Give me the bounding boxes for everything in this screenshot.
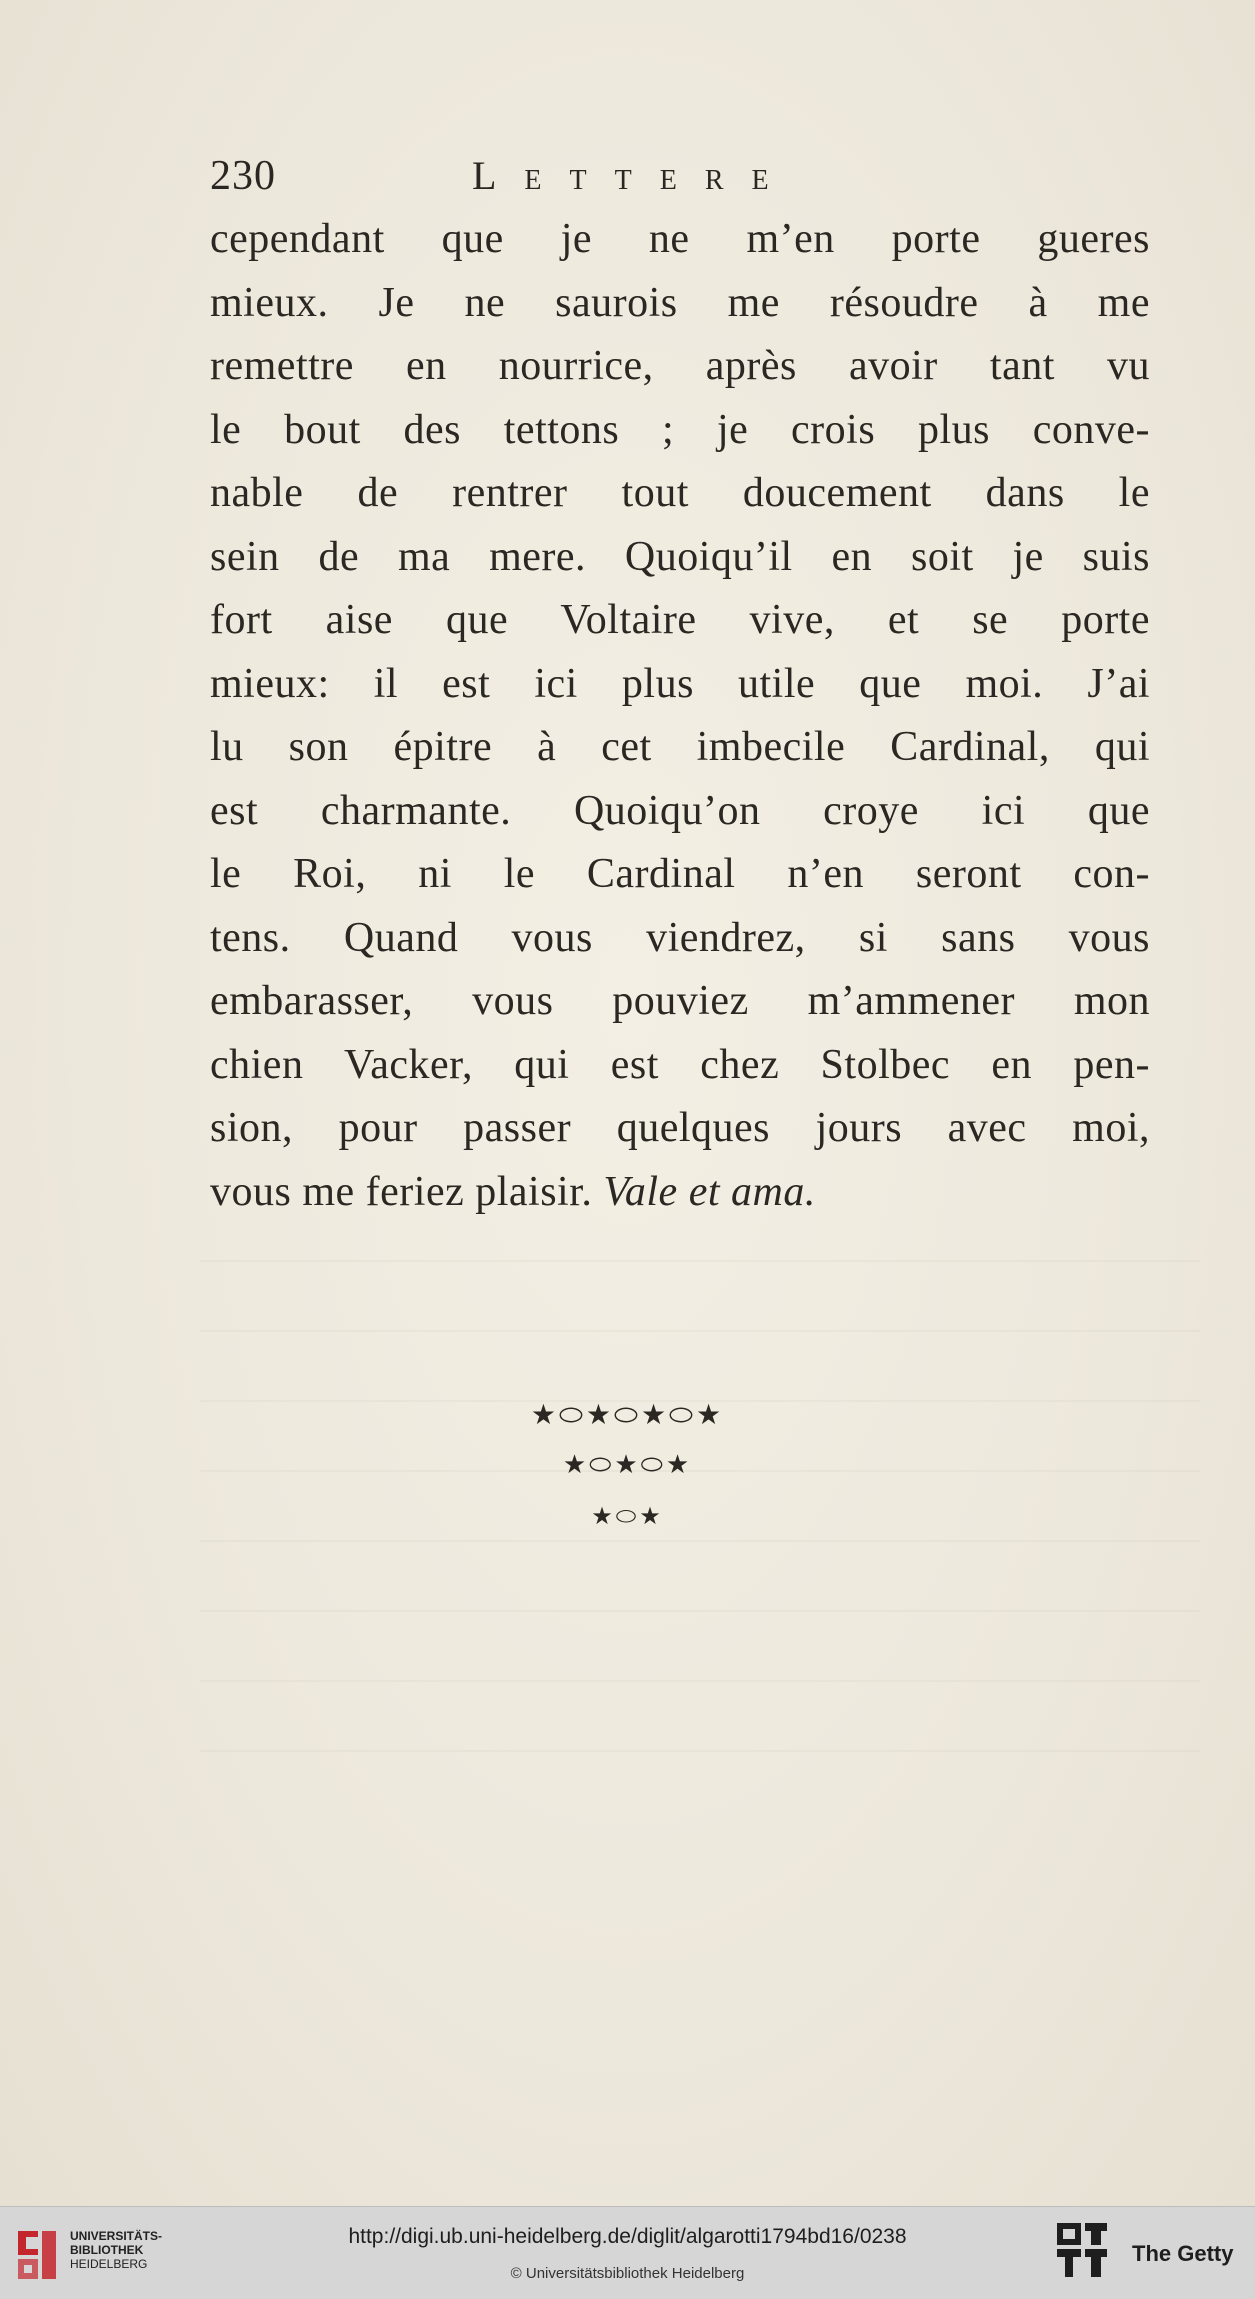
text-line: chien Vacker, qui est chez Stolbec en pen- (210, 1041, 1150, 1088)
library-name-line: BIBLIOTHEK (70, 2243, 144, 2257)
ornament-row-2: ★⬭★⬭★ (562, 1450, 693, 1480)
text-line: remettre en nourrice, après avoir tant vu (210, 343, 1150, 389)
ornament-row-3: ★⬭★ (591, 1502, 664, 1530)
page-title: Lettere (472, 153, 797, 198)
bleed-through-line (200, 1540, 1200, 1542)
viewer-footer (0, 2206, 1255, 2299)
page-number: 230 (210, 153, 276, 199)
getty-logo-icon[interactable] (1055, 2221, 1111, 2285)
text-line: sion, pour passer quelques jours avec moi, (210, 1105, 1150, 1151)
closing-salutation: Vale et ama. (603, 1168, 816, 1215)
text-line: tens. Quand vous viendrez, si sans vous (210, 914, 1150, 961)
bleed-through-line (200, 1680, 1200, 1682)
text-line: le bout des tettons ; je crois plus conve- (210, 406, 1150, 453)
bleed-through-line (200, 1330, 1200, 1332)
library-name-line: UNIVERSITÄTS- (70, 2229, 163, 2243)
library-name-line: HEIDELBERG (70, 2257, 148, 2271)
text-line: sein de ma mere. Quoiqu’il en soit je suis (210, 533, 1150, 580)
text-line-closing (210, 1161, 1150, 1225)
closing-text: vous me feriez plaisir. (210, 1168, 593, 1215)
text-line: est charmante. Quoiqu’on croye ici que (210, 787, 1150, 834)
bleed-through-line (200, 1610, 1200, 1612)
text-line: cependant que je ne m’en porte gueres (210, 216, 1150, 262)
text-line: mieux: il est ici plus utile que moi. J’ai (210, 660, 1150, 707)
copyright-notice: © Universitätsbibliothek Heidelberg (510, 2265, 745, 2282)
running-head (210, 152, 910, 202)
text-line: mieux. Je ne saurois me résoudre à me (210, 279, 1150, 326)
text-line: fort aise que Voltaire vive, et se porte (210, 597, 1150, 643)
bleed-through-line (200, 1750, 1200, 1752)
letter-text (210, 208, 1150, 1224)
bleed-through-line (200, 1260, 1200, 1262)
ornament-row-1: ★⬭★⬭★⬭★ (530, 1398, 725, 1431)
text-line: le Roi, ni le Cardinal n’en seront con- (210, 851, 1150, 897)
text-line: embarasser, vous pouviez m’ammener mon (210, 978, 1150, 1024)
permalink-url[interactable]: http://digi.ub.uni-heidelberg.de/diglit/algarotti1794bd16/0238 (348, 2225, 907, 2248)
getty-name[interactable]: The Getty (1132, 2241, 1234, 2266)
text-line: nable de rentrer tout doucement dans le (210, 470, 1150, 516)
text-line: lu son épitre à cet imbecile Cardinal, qui (210, 724, 1150, 770)
